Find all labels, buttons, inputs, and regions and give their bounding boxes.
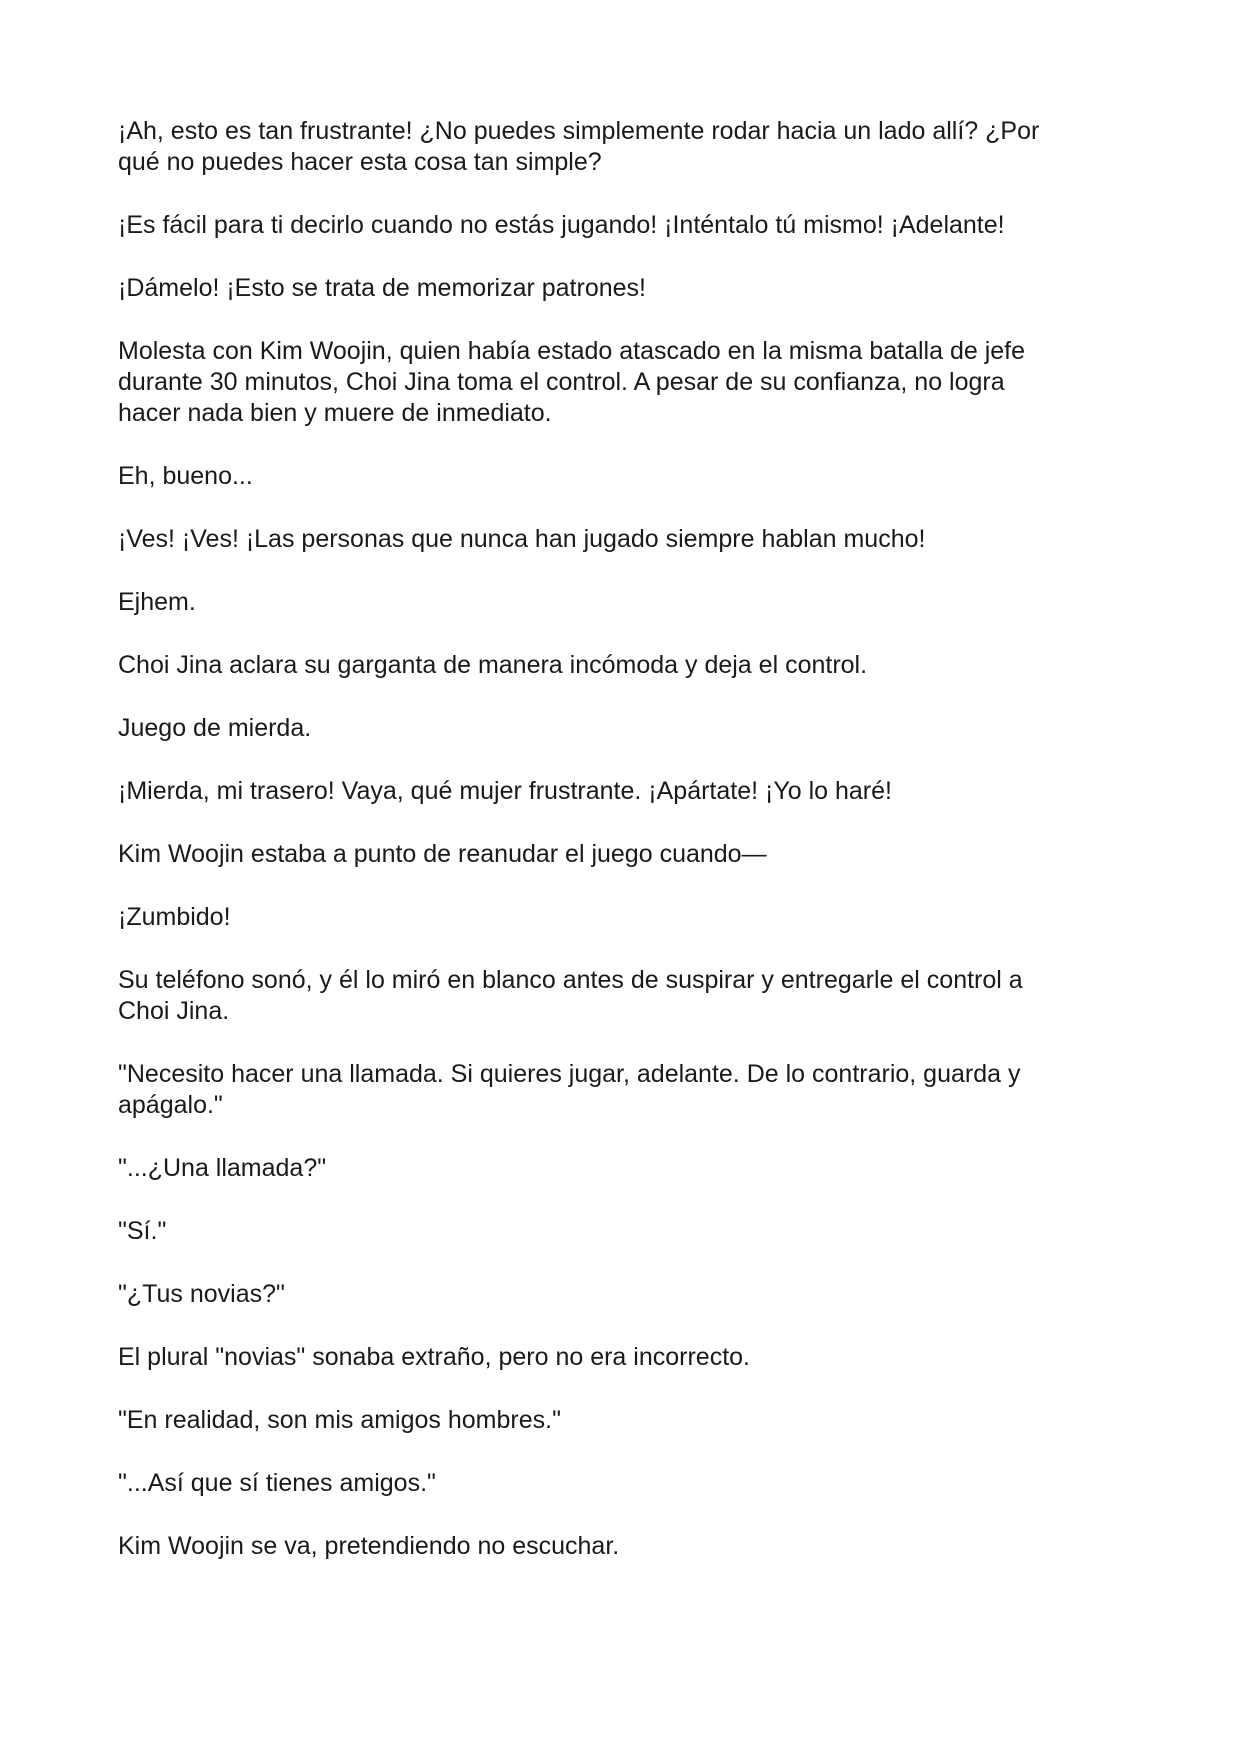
paragraph: Su teléfono sonó, y él lo miró en blanco antes de suspirar y entregarle el control a Choi Jina. [118,966,1023,1025]
paragraph: El plural "novias" sonaba extraño, pero no era incorrecto. [118,1343,750,1371]
paragraph: Eh, bueno... [118,462,253,490]
paragraph: Choi Jina aclara su garganta de manera incómoda y deja el control. [118,651,868,679]
paragraph: "...Así que sí tienes amigos." [118,1469,436,1497]
paragraph: ¡Ves! ¡Ves! ¡Las personas que nunca han jugado siempre hablan mucho! [118,525,926,553]
paragraph: Kim Woojin se va, pretendiendo no escuchar. [118,1532,620,1560]
paragraph: ¡Dámelo! ¡Esto se trata de memorizar patrones! [118,274,646,302]
paragraph: Kim Woojin estaba a punto de reanudar el juego cuando— [118,840,767,868]
paragraph: ¡Mierda, mi trasero! Vaya, qué mujer frustrante. ¡Apártate! ¡Yo lo haré! [118,777,892,805]
paragraph: "En realidad, son mis amigos hombres." [118,1406,561,1434]
paragraph: "¿Tus novias?" [118,1280,285,1308]
paragraph: Juego de mierda. [118,714,312,742]
paragraph: "Sí." [118,1217,167,1245]
paragraph: Ejhem. [118,588,196,616]
paragraph: Molesta con Kim Woojin, quien había estado atascado en la misma batalla de jefe durante 30 minutos, Choi Jina toma el control. A pesar de su confianza, no logra hacer nada bien y muere de inmediato. [118,337,1026,427]
document-body [118,116,1138,1594]
paragraph: ¡Ah, esto es tan frustrante! ¿No puedes simplemente rodar hacia un lado allí? ¿Por qué no puedes hacer esta cosa tan simple? [118,117,1040,176]
paragraph: "...¿Una llamada?" [118,1154,327,1182]
paragraph: "Necesito hacer una llamada. Si quieres jugar, adelante. De lo contrario, guarda y apágalo." [118,1060,1021,1119]
paragraph: ¡Es fácil para ti decirlo cuando no estás jugando! ¡Inténtalo tú mismo! ¡Adelante! [118,211,1005,239]
paragraph: ¡Zumbido! [118,903,231,931]
